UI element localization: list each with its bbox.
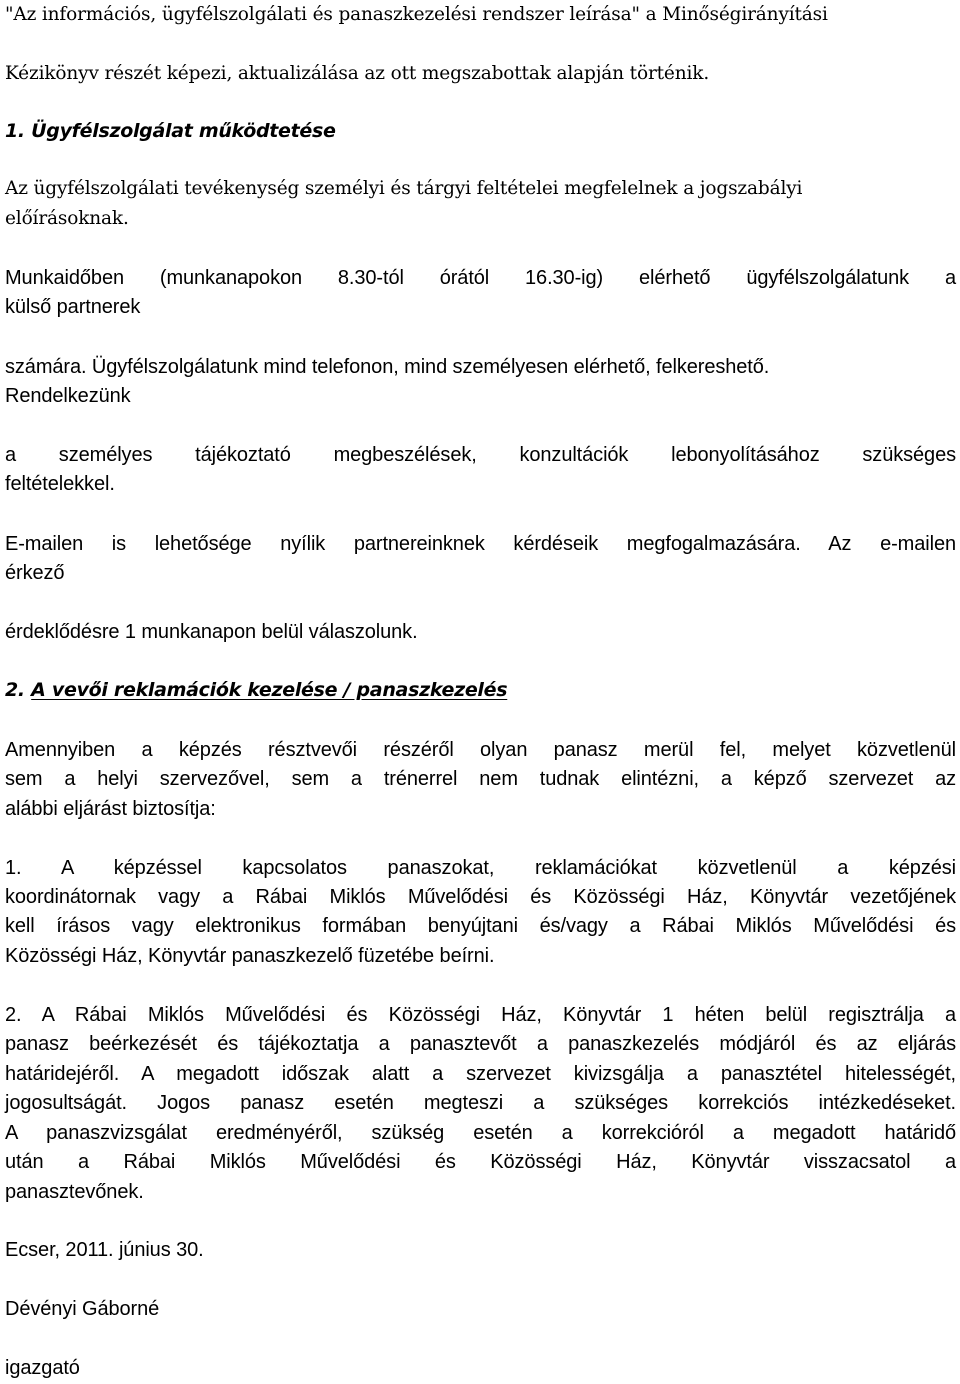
s1-p1-line-1: Az ügyfélszolgálati tevékenység személyi és tárgyi feltételei megfelelnek a jogszabályi: [5, 178, 803, 199]
section-1-heading: [5, 119, 336, 143]
s2-intro-line-1: Amennyiben a képzés résztvevői részéről olyan panasz merül fel, melyet közvetlenül: [5, 739, 956, 761]
intro-line-2: Kézikönyv részét képezi, aktualizálása az ott megszabottak alapján történik.: [5, 63, 710, 84]
intro-line-1: "Az információs, ügyfélszolgálati és panaszkezelési rendszer leírása" a Minőségirányítási: [5, 4, 828, 25]
s1-p2-line-2: külső partnerek: [5, 296, 141, 318]
s2-intro-line-3: alábbi eljárást biztosítja:: [5, 798, 216, 820]
place-date: Ecser, 2011. június 30.: [5, 1239, 204, 1261]
signer-name: Dévényi Gáborné: [5, 1298, 160, 1320]
s2-item2-line-1: 2. A Rábai Miklós Művelődési és Közösségi Ház, Könyvtár 1 héten belül regisztrálja a: [5, 1004, 956, 1026]
s1-p1-line-2: előírásoknak.: [5, 208, 129, 229]
s1-p4-line-2: feltételekkel.: [5, 473, 115, 495]
section-2-number: 2.: [5, 679, 25, 701]
s2-item2-line-7: panasztevőnek.: [5, 1181, 144, 1203]
s1-p3-line-2: Rendelkezünk: [5, 385, 131, 407]
s2-item1-line-2: koordinátornak vagy a Rábai Miklós Művelődési és Közösségi Ház, Könyvtár vezetőjének: [5, 886, 956, 908]
s2-item1-line-1: 1. A képzéssel kapcsolatos panaszokat, reklamációkat közvetlenül a képzési: [5, 857, 956, 879]
s1-p6-line-1: érdeklődésre 1 munkanapon belül válaszolunk.: [5, 621, 418, 643]
section-2-title: A vevői reklamációk kezelése / panaszkezelés: [31, 679, 508, 701]
s1-p2-line-1: Munkaidőben (munkanapokon 8.30-tól órától 16.30-ig) elérhető ügyfélszolgálatunk a: [5, 267, 956, 289]
signer-title: igazgató: [5, 1357, 80, 1379]
s1-p3-line-1: számára. Ügyfélszolgálatunk mind telefonon, mind személyesen elérhető, felkereshető.: [5, 356, 770, 378]
s2-intro-line-2: sem a helyi szervezővel, sem a trénerrel nem tudnak elintézni, a képző szervezet az: [5, 768, 956, 790]
s2-item2-line-6: után a Rábai Miklós Művelődési és Közösségi Ház, Könyvtár visszacsatol a: [5, 1151, 956, 1173]
section-1-number: 1.: [5, 120, 25, 142]
section-2-heading: [5, 678, 507, 702]
s2-item2-line-5: A panaszvizsgálat eredményéről, szükség esetén a korrekcióról a megadott határidő: [5, 1122, 956, 1144]
s1-p5-line-2: érkező: [5, 562, 65, 584]
s1-p5-line-1: E-mailen is lehetősége nyílik partnereinknek kérdéseik megfogalmazására. Az e-mailen: [5, 533, 956, 555]
section-1-title: Ügyfélszolgálat működtetése: [31, 120, 336, 142]
s2-item2-line-4: jogosultságát. Jogos panasz esetén megteszi a szükséges korrekciós intézkedéseket.: [5, 1092, 956, 1114]
s2-item1-line-4: Közösségi Ház, Könyvtár panaszkezelő füzetébe beírni.: [5, 945, 495, 967]
s2-item2-line-3: határidejéről. A megadott időszak alatt a szervezet kivizsgálja a panasztétel hitelességét,: [5, 1063, 956, 1085]
s1-p4-line-1: a személyes tájékoztató megbeszélések, konzultációk lebonyolításához szükséges: [5, 444, 956, 466]
s2-item1-line-3: kell írásos vagy elektronikus formában benyújtani és/vagy a Rábai Miklós Művelődési és: [5, 915, 956, 937]
s2-item2-line-2: panasz beérkezését és tájékoztatja a panasztevőt a panaszkezelés módjáról és az eljárás: [5, 1033, 956, 1055]
